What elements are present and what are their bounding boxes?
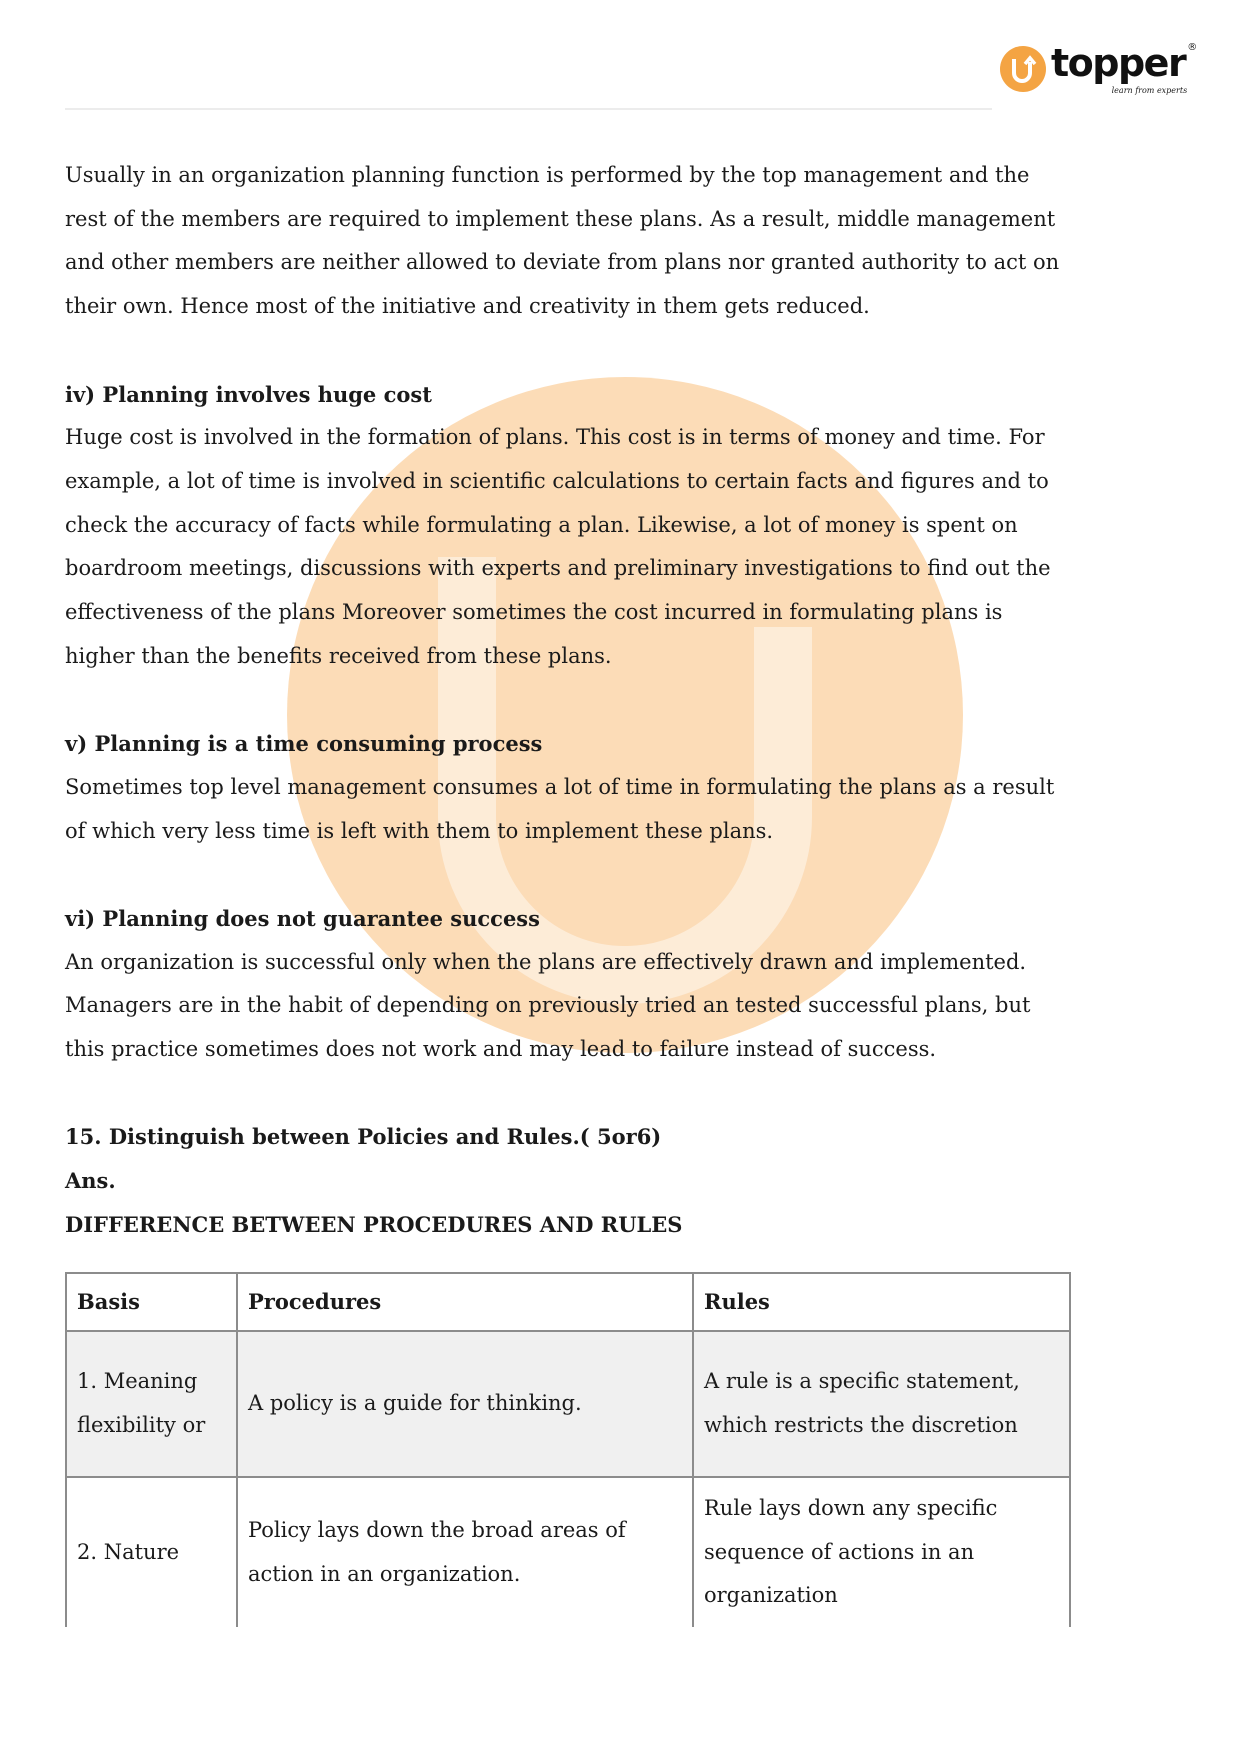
text-line: Managers are in the habit of depending on previously tried an tested successful plans, but xyxy=(65,993,1031,1018)
logo-text xyxy=(1051,40,1197,96)
intro-paragraph xyxy=(65,154,1185,329)
table-cell: Rule lays down any specific sequence of actions in an organization xyxy=(693,1477,1070,1627)
table-cell: A policy is a guide for thinking. xyxy=(237,1331,693,1477)
section-heading: vi) Planning does not guarantee success xyxy=(65,905,540,931)
text-line: boardroom meetings, discussions with experts and preliminary investigations to find out the xyxy=(65,556,1051,581)
text-line: Huge cost is involved in the formation of plans. This cost is in terms of money and time. For xyxy=(65,425,1045,450)
text-line: effectiveness of the plans Moreover sometimes the cost incurred in formulating plans is xyxy=(65,600,1003,625)
table-cell: Policy lays down the broad areas of action in an organization. xyxy=(237,1477,693,1627)
table-row xyxy=(66,1331,1070,1477)
table-cell: 1. Meaning flexibility or xyxy=(66,1331,237,1477)
document-body xyxy=(65,154,1185,1247)
header-divider xyxy=(65,108,992,110)
section-heading: iv) Planning involves huge cost xyxy=(65,381,432,407)
table-row xyxy=(66,1477,1070,1627)
table-cell: 2. Nature xyxy=(66,1477,237,1627)
table-cell: A rule is a specific statement, which restricts the discretion xyxy=(693,1331,1070,1477)
logo-tagline: learn from experts xyxy=(1111,86,1188,95)
text-line: Usually in an organization planning function is performed by the top management and the xyxy=(65,163,1030,187)
text-line: Sometimes top level management consumes a lot of time in formulating the plans as a result xyxy=(65,774,1055,799)
table-header-row xyxy=(66,1273,1070,1331)
table-title: DIFFERENCE BETWEEN PROCEDURES AND RULES xyxy=(65,1211,683,1237)
answer-label: Ans. xyxy=(65,1168,116,1194)
section-heading: v) Planning is a time consuming process xyxy=(65,731,543,757)
header-cell: Basis xyxy=(66,1273,237,1331)
logo-wordmark: topper xyxy=(1051,41,1186,85)
text-line: of which very less time is left with them to implement these plans. xyxy=(65,818,774,843)
comparison-table xyxy=(65,1272,1071,1627)
topper-logo xyxy=(1000,40,1197,96)
header-cell: Procedures xyxy=(237,1273,693,1331)
logo-registered: ® xyxy=(1187,42,1198,53)
text-line: An organization is successful only when the plans are effectively drawn and implemented. xyxy=(65,949,1027,974)
text-line: check the accuracy of facts while formulating a plan. Likewise, a lot of money is spent on xyxy=(65,512,1018,537)
text-line: higher than the benefits received from these plans. xyxy=(65,643,612,668)
logo-u-icon xyxy=(1000,46,1046,92)
header-cell: Rules xyxy=(693,1273,1070,1331)
text-line: their own. Hence most of the initiative and creativity in them gets reduced. xyxy=(65,294,870,319)
question-heading: 15. Distinguish between Policies and Rules.( 5or6) xyxy=(65,1124,662,1150)
text-line: this practice sometimes does not work and may lead to failure instead of success. xyxy=(65,1037,937,1062)
logo-word-row xyxy=(1051,40,1197,86)
text-line: and other members are neither allowed to deviate from plans nor granted authority to act on xyxy=(65,250,1060,275)
text-line: example, a lot of time is involved in scientific calculations to certain facts and figures and to xyxy=(65,468,1049,493)
text-line: rest of the members are required to implement these plans. As a result, middle management xyxy=(65,206,1056,231)
